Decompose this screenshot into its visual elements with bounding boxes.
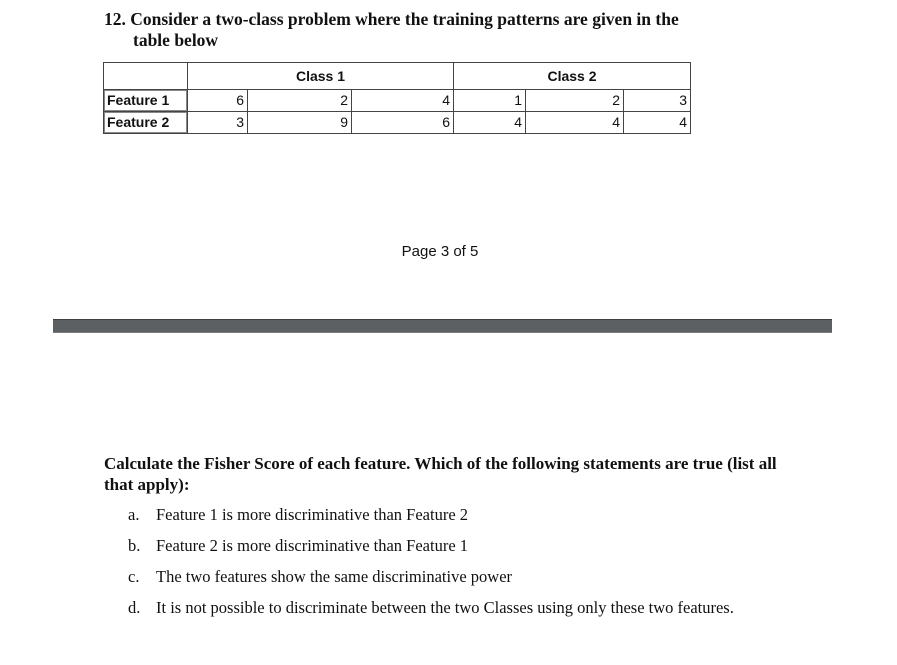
- answer-options-list: [128, 505, 788, 629]
- table-cell: 4: [526, 112, 624, 134]
- option-text: It is not possible to discriminate between the two Classes using only these two features.: [156, 598, 734, 617]
- question-line-1: 12. Consider a two-class problem where the training patterns are given in the: [104, 9, 679, 29]
- feature-1-label: Feature 1: [104, 90, 188, 112]
- class-2-header: Class 2: [454, 63, 691, 90]
- table-cell: 4: [624, 112, 691, 134]
- table-header-row: [104, 63, 691, 90]
- list-item: [128, 505, 788, 525]
- table-cell: 4: [454, 112, 526, 134]
- option-letter: b.: [128, 536, 141, 555]
- option-letter: d.: [128, 598, 141, 617]
- table-row: [104, 90, 691, 112]
- training-patterns-table: [103, 62, 691, 134]
- table-cell: 9: [248, 112, 352, 134]
- page-number-label: Page 3 of 5: [401, 243, 479, 260]
- feature-2-label: Feature 2: [104, 112, 188, 134]
- option-letter: a.: [128, 505, 140, 524]
- list-item: [128, 536, 788, 556]
- table-corner-cell: [104, 63, 188, 90]
- table-cell: 2: [248, 90, 352, 112]
- question-heading: [104, 9, 824, 51]
- class-1-header: Class 1: [188, 63, 454, 90]
- option-text: The two features show the same discriminative power: [156, 567, 513, 586]
- list-item: [128, 567, 788, 587]
- table-cell: 3: [188, 112, 248, 134]
- option-text: Feature 2 is more discriminative than Feature 1: [156, 536, 469, 555]
- table-cell: 4: [352, 90, 454, 112]
- option-letter: c.: [128, 567, 140, 586]
- question-prompt: Calculate the Fisher Score of each feature. Which of the following statements are true (list all that apply):: [104, 454, 777, 494]
- question-line-2: table below: [133, 30, 219, 50]
- table-cell: 2: [526, 90, 624, 112]
- page-break-divider: [53, 319, 832, 333]
- table-cell: 1: [454, 90, 526, 112]
- table-cell: 6: [352, 112, 454, 134]
- table-row: [104, 112, 691, 134]
- table-cell: 6: [188, 90, 248, 112]
- list-item: [128, 598, 788, 618]
- option-text: Feature 1 is more discriminative than Feature 2: [156, 505, 469, 524]
- table-cell: 3: [624, 90, 691, 112]
